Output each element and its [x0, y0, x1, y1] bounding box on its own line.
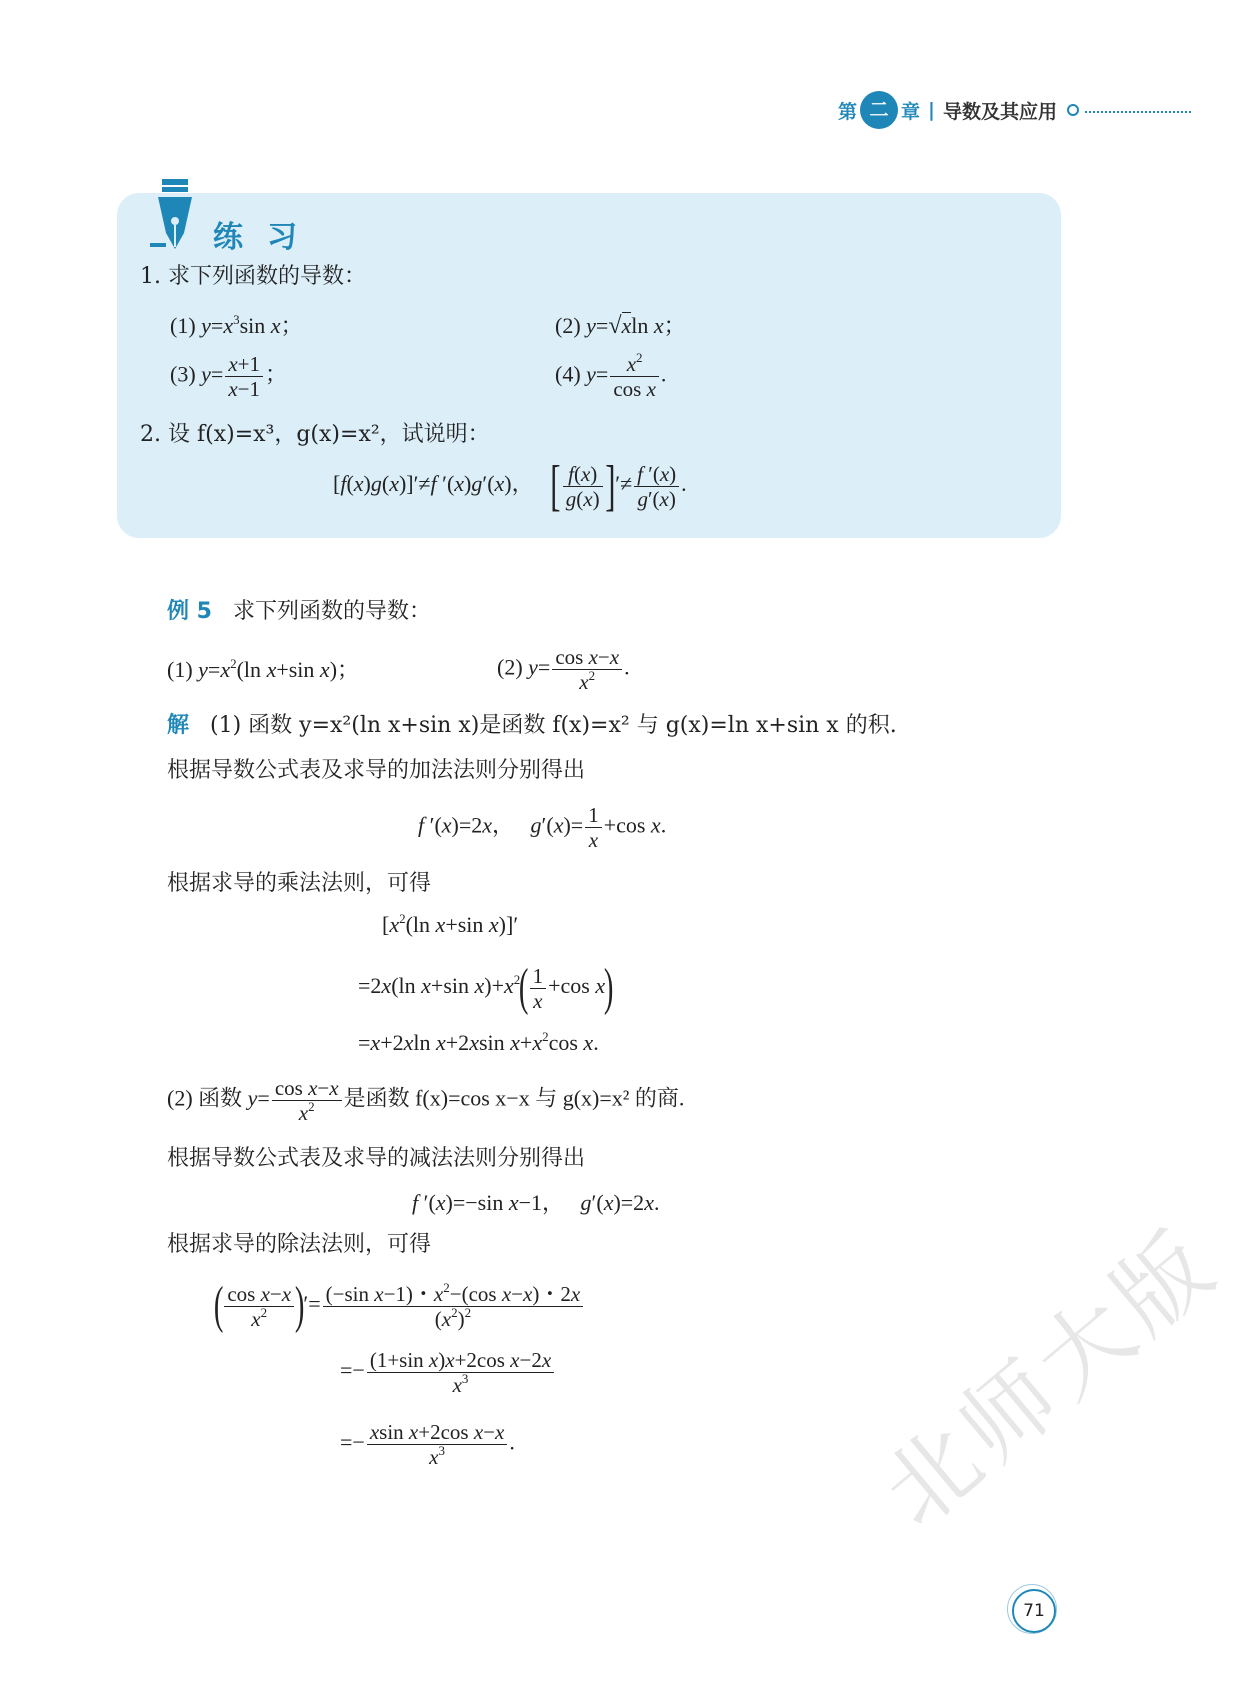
q1-item-4: (4) y= $\frac{x^2}{\text{cos x}}$ .	[555, 350, 667, 401]
header-separator: |	[928, 99, 935, 121]
solution-line-5: 根据导数公式表及求导的减法法则分别得出	[167, 1146, 586, 1171]
solution-line-4: (2) 函数 y= $\frac{\text{cos x−x}}{x^2}$ 是函数 f(x)=cos x−x 与 g(x)=x² 的商.	[167, 1076, 685, 1125]
chapter-number-badge: 二	[860, 91, 898, 129]
example-heading	[167, 597, 431, 627]
q1-item-3: (3) y= $\frac{x+1}{x-1}$ ；	[170, 352, 288, 401]
derivative-formula-2: f ′(x)=−sin x−1， g′(x)=2x.	[412, 1190, 660, 1215]
solution-line-6: 根据求导的除法法则，可得	[167, 1232, 432, 1257]
product-rule-step-2: =2x(ln x+sin $x)+x^2$( $\frac{1}{x}$ +cos x)	[358, 959, 614, 1016]
chapter-prefix: 第	[838, 100, 858, 123]
q1-item-1: (1) $y=x^3\sin$ x；	[170, 312, 303, 338]
exercise-title: 练习	[213, 220, 321, 255]
product-rule-step-3: =x+2xln x+2xsin $x+x^2\cos$ x.	[358, 1029, 599, 1055]
exercise-q2-label: 2. 设 f(x)=x³，g(x)=x²，试说明：	[140, 422, 490, 447]
derivative-formula-1: f ′(x)=2x， g′(x)= $\frac{1}{x}$ +cos x.	[418, 803, 667, 852]
quotient-rule-step-1: ( $\frac{\text{cos x−x}}{x^2}$ )′= $\frac{(-\sin x-1)・x^2-(\cos x-x)・2x}{(x^2)^2}$	[215, 1278, 585, 1334]
solution-line-3: 根据求导的乘法法则，可得	[167, 871, 432, 896]
solution-line-1	[167, 711, 897, 741]
publisher-watermark: 北师大版	[862, 1208, 1239, 1548]
q1-item-1-number: (1)	[170, 313, 196, 338]
example-part-2: (2) y= $\frac{\text{cos x−x}}{x^2}$ .	[497, 645, 630, 694]
q1-item-2-number: (2)	[555, 313, 581, 338]
chapter-header	[838, 90, 1079, 130]
solution-line-1-text: (1) 函数 y=x²(ln x+sin x)是函数 f(x)=x² 与 g(x)=ln x+sin x 的积.	[210, 713, 897, 738]
quotient-rule-step-2: =− $\frac{\text{(1+sin x)x+2cos x−2x}}{x^3}$	[340, 1348, 556, 1397]
exercise-q1-label: 1. 求下列函数的导数：	[140, 264, 366, 289]
chapter-title: 导数及其应用	[942, 100, 1057, 123]
example-part-1-number: (1)	[167, 657, 193, 682]
solution-label: 解	[167, 713, 190, 738]
pen-nib-icon	[150, 177, 200, 255]
page-number: 71	[1012, 1589, 1056, 1633]
header-dot-icon	[1067, 104, 1079, 116]
solution-line-2: 根据导数公式表及求导的加法法则分别得出	[167, 758, 586, 783]
example-part-1: (1) $y=x^2(\ln$ x+sin x)；	[167, 656, 360, 682]
q1-item-2: (2) y=√xln x；	[555, 313, 686, 339]
q1-item-3-number: (3)	[170, 361, 196, 387]
solution-line-4-post: 是函数 f(x)=cos x−x 与 g(x)=x² 的商.	[343, 1085, 685, 1111]
example-part-2-number: (2)	[497, 654, 523, 680]
quotient-rule-step-3: =− $\frac{\text{xsin x+2cos x−x}}{x^3}$ .	[340, 1420, 515, 1469]
header-dotted-line	[1085, 111, 1191, 113]
product-rule-step-1: [$x^2(\ln$ x+sin x)]′	[382, 911, 519, 937]
example-prompt: 求下列函数的导数：	[232, 599, 431, 624]
chapter-suffix: 章	[901, 100, 921, 123]
example-label: 例 5	[167, 599, 212, 624]
q2-formula: [f(x)g(x)]′≠f ′(x)g′(x)， [ $\frac{f(x)}{g(x)}$ ]′≠ $\frac{f '(x)}{g'(x)}$ .	[333, 455, 687, 517]
solution-line-4-pre: (2) 函数	[167, 1085, 243, 1111]
q1-item-4-number: (4)	[555, 361, 581, 387]
